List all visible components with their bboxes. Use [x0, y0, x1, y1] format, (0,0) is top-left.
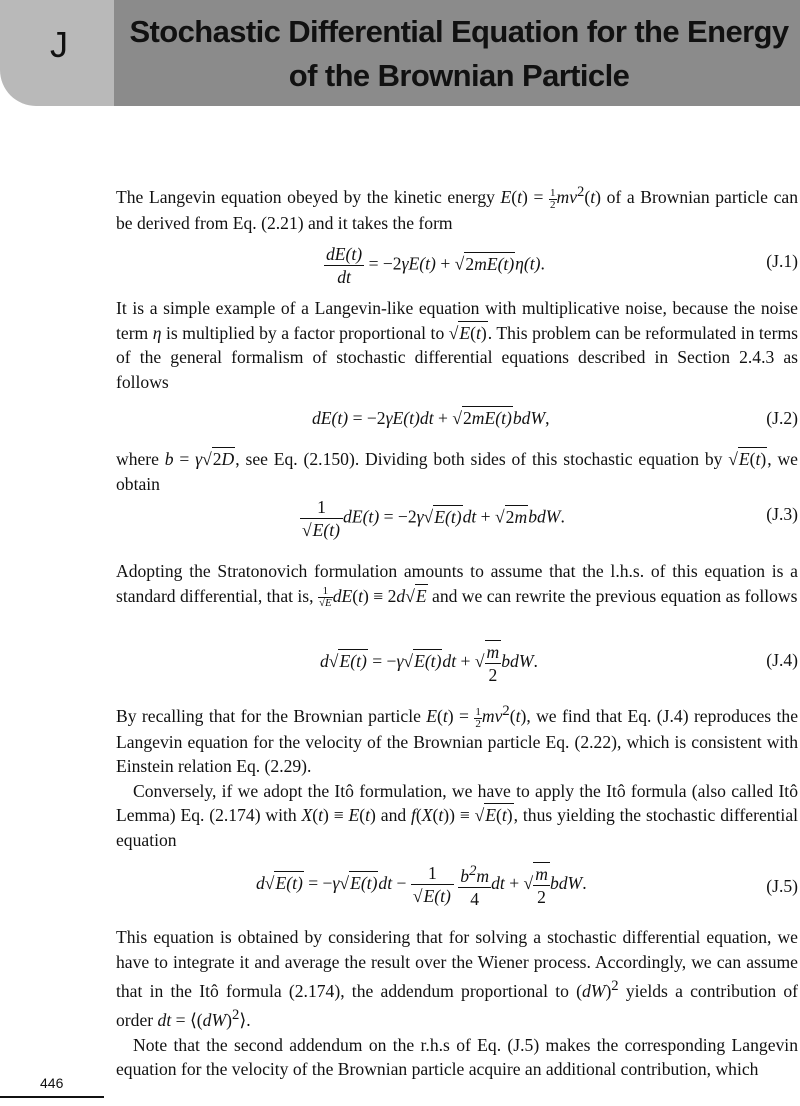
paragraph-4: Adopting the Stratonovich formulation amounts to assume that the l.h.s. of this equation is a standard differential, that is, $\frac{1}{√E}$ dE(t) ≡ 2d√E and we can rewrite the previous equation as follows	[116, 561, 798, 610]
paragraph-2: It is a simple example of a Langevin-like equation with multiplicative noise, because the noise term η is multiplied by a factor proportional to √E(t). This problem can be reformulated in terms of the general formalism of stochastic differential equations described in Section 2.4.3 as follows	[116, 298, 799, 392]
p4-text-a: Adopting the Stratonovich formulation amounts to assume that the l.h.s. of this equation is a standard differential, that is,	[116, 561, 798, 606]
eq-number-j2: (J.2)	[766, 408, 798, 428]
p5-text-a: By recalling that for the Brownian particle	[116, 705, 427, 726]
chapter-title	[118, 10, 800, 98]
paragraph-7-8: This equation is obtained by considering that for solving a stochastic differential equation, we have to integrate it and average the result over the Wiener process. Accordingly, we can assume that in the Itô formula (2.174), the addendum proportional to (dW)$^2$ yields a contribution of order dt = ⟨(dW)$^2$⟩. Note that the second addendum on the r.h.s of Eq. (J.5) makes the corresponding Langevin equation for the velocity of the Brownian particle acquire an additional contribution, which	[116, 925, 798, 1082]
p8-text: Note that the second addendum on the r.h.s of Eq. (J.5) makes the corresponding Langevin equation for the velocity of the Brownian particle acquire an additional contribution, which	[116, 1034, 798, 1080]
p7-text-b: yields a contribution of order	[116, 980, 798, 1031]
p3-text-c: , we obtain	[116, 449, 798, 494]
p7-text-c: .	[246, 1010, 251, 1031]
p7-text-a: This equation is obtained by considering that for solving a stochastic differential equation, we have to integrate it and average the result over the Wiener process. Accordingly, we can assume that in the Itô formula (2.174), the addendum proportional to	[116, 927, 798, 1001]
p5-text-b: , we find that Eq. (J.4) reproduces the Langevin equation for the velocity of the Brownian particle Eq. (2.22), which is consistent with Einstein relation Eq. (2.29).	[116, 705, 799, 777]
equation-j3: $\frac{1}{√E(t)}$ dE(t) = −2γ√E(t)dt + √2mbdW. (J.3)	[302, 497, 798, 540]
footer-rule	[0, 1096, 104, 1098]
paragraph-1: The Langevin equation obeyed by the kinetic energy E(t) = $\frac{1}{2}$ $mv^2(t)$ of a Brownian particle can be derived from Eq. (2.21) and it takes the form	[116, 184, 798, 233]
p6-text-a: Conversely, if we adopt the Itô formulation, we have to apply the Itô formula (also called Itô Lemma) Eq. (2.174) with	[116, 780, 798, 826]
p4-text-b: and we can rewrite the previous equation as follows	[427, 585, 798, 606]
eq-number-j3: (J.3)	[766, 504, 798, 524]
chapter-title-line1: Stochastic Differential Equation for the Energy	[129, 14, 789, 49]
p2-text-b: is multiplied by a factor proportional to	[161, 322, 449, 343]
equation-j2: dE(t) = −2γE(t)dt + √2mE(t)bdW, (J.2)	[312, 408, 798, 428]
p6-text-b: and	[375, 805, 412, 826]
p2-text-a: It is a simple example of a Langevin-like equation with multiplicative noise, because the noise term	[116, 298, 798, 343]
p2-text-c: . This problem can be reformulated in terms of the general formalism of stochastic differential equations described in Section 2.4.3 as follows	[116, 322, 799, 392]
chapter-title-line2: of the Brownian Particle	[288, 58, 630, 93]
equation-j5: d√E(t) = −γ√E(t)dt − $\frac{1}{√E(t)}$ $\frac{b^2m}{4}$ dt + √ $\frac{m}{2}$ bdW. (J.5)	[116, 860, 798, 900]
p6-text-c: , thus yielding the stochastic differential equation	[116, 805, 799, 850]
p1-text-b: of a Brownian particle can be derived from Eq. (2.21) and it takes the form	[116, 186, 798, 233]
paragraph-3: where b = γ√2D, see Eq. (2.150). Dividing both sides of this stochastic equation by √E(t), we obtain	[116, 449, 798, 494]
chapter-letter: J	[50, 24, 68, 65]
page-number: 446	[40, 1075, 64, 1091]
equation-j4: d√E(t) = −γ√E(t)dt + √ $\frac{m}{2}$ bdW. (J.4)	[320, 642, 798, 685]
p1-text-a: The Langevin equation obeyed by the kinetic energy	[116, 186, 501, 207]
eq-number-j5: (J.5)	[766, 876, 798, 896]
equation-j1: $\frac{dE(t)}{dt}$ = −2γE(t) + √2mE(t)η(t). (J.1)	[326, 244, 798, 287]
eq-number-j4: (J.4)	[766, 650, 798, 670]
eq-number-j1: (J.1)	[766, 251, 798, 271]
p3-text-a: where	[116, 449, 165, 469]
paragraph-5-6: By recalling that for the Brownian particle E(t) = $\frac{1}{2}$ $mv^2(t)$, we find that Eq. (J.4) reproduces the Langevin equation for the velocity of the Brownian particle Eq. (2.22), which is consistent with Einstein relation Eq. (2.29). Conversely, if we adopt the Itô formulation, we have to apply the Itô formula (also called Itô Lemma) Eq. (2.174) with X(t) ≡ E(t) and f(X(t)) ≡ √E(t), thus yielding the stochastic differential equation	[116, 703, 799, 850]
p3-text-b: , see Eq. (2.150). Dividing both sides of this stochastic equation by	[235, 449, 729, 469]
